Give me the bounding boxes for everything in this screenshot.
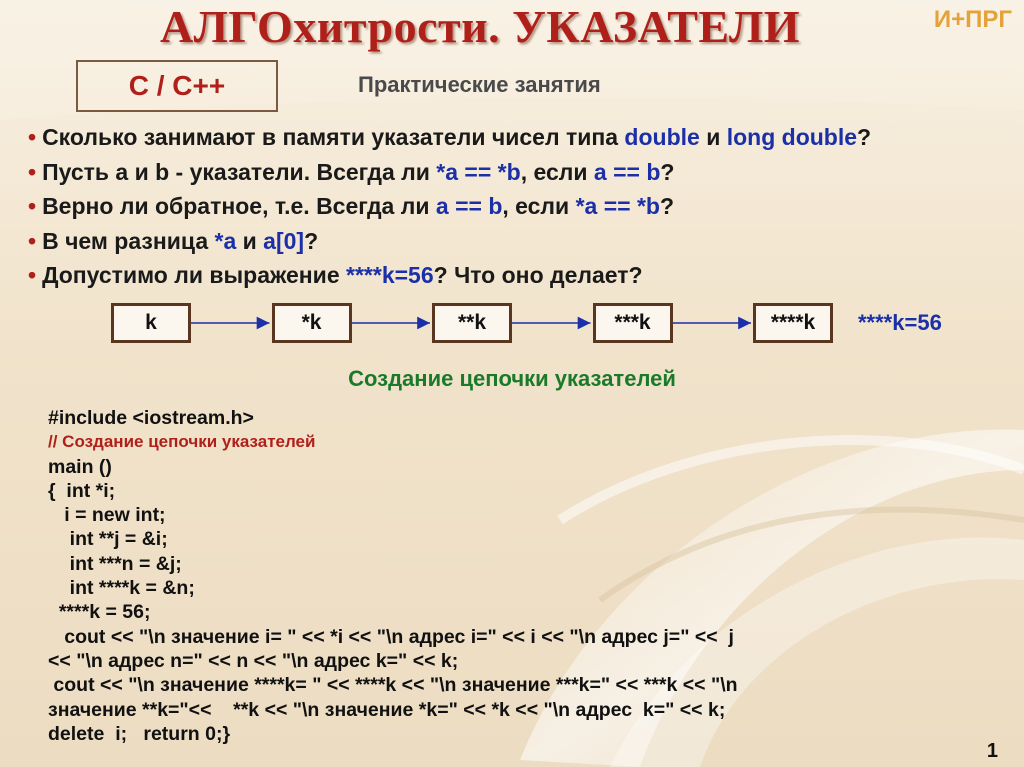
question-text: и: [699, 124, 727, 150]
bullet-icon: •: [28, 124, 37, 150]
question-item: [28, 120, 871, 155]
bullet-icon: •: [28, 158, 37, 185]
code-line: << "\n адрес n=" << n << "\n адрес k=" << k;: [48, 649, 459, 672]
pointer-chain-diagram: [0, 300, 1024, 350]
code-line: cout << "\n значение i= " << *i << "\n адрес i=" << i << "\n адрес j=" << j: [48, 625, 734, 648]
bullet-icon: •: [28, 227, 37, 254]
question-text: Допустимо ли выражение: [42, 262, 347, 288]
question-highlight: *a: [214, 227, 237, 254]
question-highlight: double: [624, 124, 700, 150]
slide-subtitle: Практические занятия: [358, 72, 601, 97]
code-line: int **j = &i;: [48, 528, 168, 551]
question-text: ?: [857, 124, 872, 150]
question-highlight: ****k=56: [346, 262, 434, 288]
question-highlight: a == b: [593, 158, 661, 185]
code-line: #include <iostream.h>: [48, 407, 254, 429]
pointer-box: ****k: [753, 303, 833, 343]
question-text: ?: [659, 193, 675, 219]
code-line: i = new int;: [48, 504, 166, 527]
question-text: и: [236, 227, 264, 254]
bullet-icon: •: [28, 193, 37, 219]
code-listing: [48, 406, 738, 746]
question-list: [28, 120, 871, 293]
code-line: ****k = 56;: [48, 601, 151, 624]
chain-result-label: ****k=56: [858, 310, 942, 335]
code-comment: // Создание цепочки указателей: [48, 432, 316, 452]
question-text: , если: [502, 193, 576, 219]
code-line: значение **k="<< **k << "\n значение *k=" << *k << "\n адрес k=" << k;: [48, 698, 726, 721]
question-highlight: *a == *b: [575, 193, 660, 219]
language-label: C / C++: [128, 70, 226, 101]
section-title: Создание цепочки указателей: [348, 366, 676, 391]
question-highlight: a[0]: [263, 227, 305, 254]
pointer-box: **k: [432, 303, 512, 343]
bullet-icon: •: [28, 262, 37, 288]
question-text: Сколько занимают в памяти указатели чисел типа: [42, 124, 625, 150]
pointer-box: k: [111, 303, 191, 343]
language-badge: [76, 60, 278, 112]
question-text: ?: [304, 227, 319, 254]
code-line: { int *i;: [48, 479, 116, 502]
question-text: , если: [520, 158, 594, 185]
question-item: [28, 224, 871, 259]
code-line: cout << "\n значение ****k= " << ****k << "\n значение ***k=" << ***k << "\n: [48, 674, 738, 697]
slide-title: АЛГОхитрости. УКАЗАТЕЛИ: [159, 1, 801, 52]
question-highlight: *a == *b: [436, 158, 521, 185]
question-highlight: long double: [726, 124, 858, 150]
code-line: delete i; return 0;}: [48, 722, 231, 745]
code-line: int ****k = &n;: [48, 577, 195, 600]
brand-logo-text: И+ПРГ: [933, 6, 1012, 33]
question-item: [28, 258, 871, 293]
page-number: 1: [986, 740, 998, 762]
question-text: ? Что оно делает?: [433, 262, 643, 288]
question-text: Верно ли обратное, т.е. Всегда ли: [42, 193, 436, 219]
question-text: В чем разница: [42, 227, 215, 254]
pointer-box: *k: [272, 303, 352, 343]
question-text: Пусть а и b - указатели. Всегда ли: [42, 158, 437, 185]
question-highlight: a == b: [435, 193, 503, 219]
code-line: int ***n = &j;: [48, 552, 182, 575]
pointer-box: ***k: [593, 303, 673, 343]
question-item: [28, 155, 871, 190]
code-line: main (): [48, 455, 112, 478]
question-item: [28, 189, 871, 224]
question-text: ?: [660, 158, 675, 185]
